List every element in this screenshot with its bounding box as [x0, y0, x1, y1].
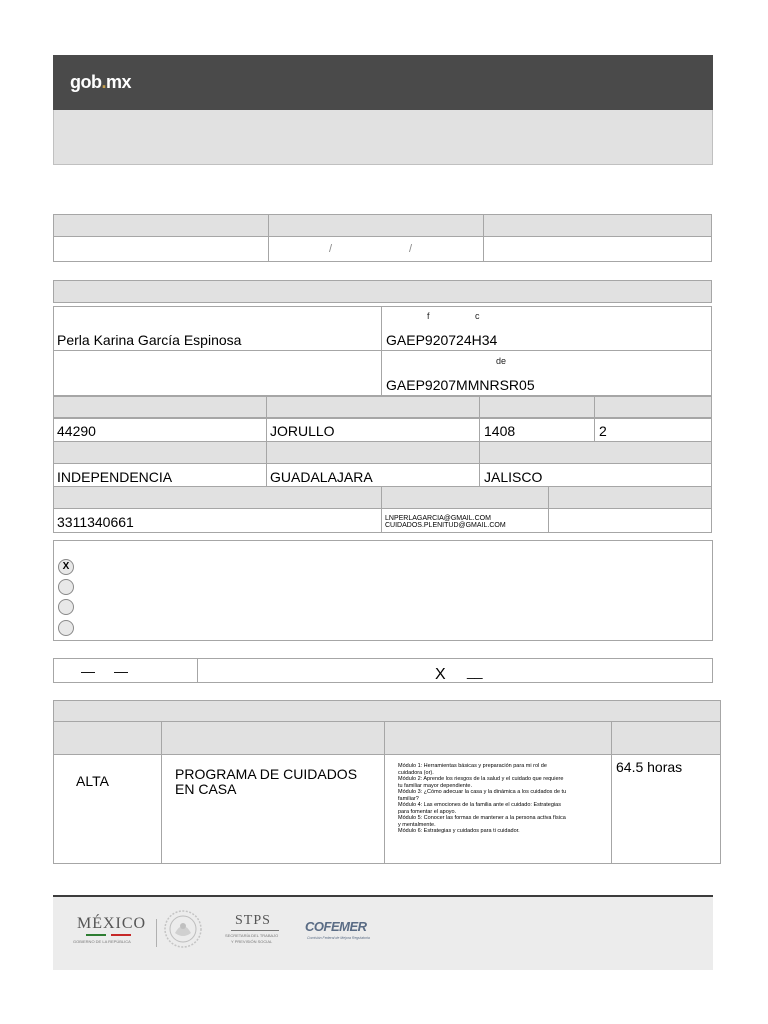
course-duration-cell	[611, 754, 721, 864]
rfc-cell	[381, 306, 712, 351]
stps-logo	[221, 913, 291, 949]
option-radio-2[interactable]	[58, 579, 74, 595]
gobmx-header-bar	[53, 55, 713, 110]
mexico-logo	[73, 915, 155, 951]
course-col-header-1	[53, 721, 162, 755]
stps-title: STPS	[235, 913, 271, 928]
course-modules-list	[398, 763, 568, 835]
cofemer-logo	[305, 919, 375, 949]
module-item-5: Módulo 5: Conocer las formas de mantener a la persona activa física y mentalmente.	[398, 815, 566, 828]
cofemer-title: COFEMER	[305, 919, 367, 934]
colony-header	[53, 441, 267, 464]
cp-cell	[53, 418, 267, 442]
applicant-name: Perla Karina García Espinosa	[57, 332, 242, 348]
street-cell	[266, 418, 480, 442]
option-radio-1[interactable]	[58, 559, 74, 575]
header-sub-band	[53, 110, 713, 165]
curp-cell	[381, 350, 712, 396]
national-seal-icon	[163, 909, 203, 949]
dash-2: —	[114, 663, 128, 679]
state-cell	[479, 463, 712, 487]
street: JORULLO	[270, 423, 335, 439]
module-item-4: Módulo 4: Las emociones de la familia ante el cuidado: Estrategias para fomentar el apoyo.	[398, 802, 561, 815]
postal-code: 44290	[57, 423, 96, 439]
course-col-header-3	[384, 721, 612, 755]
municipality-header	[266, 441, 480, 464]
footer-band	[53, 895, 713, 970]
module-item-3: Módulo 3: ¿Cómo adecuar la casa y la dinámica a los cuidados de tu familiar?	[398, 789, 567, 802]
rfc-label-c: c	[475, 311, 480, 321]
applicant-rfc: GAEP920724H34	[386, 332, 498, 348]
colony-cell	[53, 463, 267, 487]
int-number: 2	[599, 423, 607, 439]
phone-header	[53, 486, 382, 509]
date-cell-1	[53, 236, 269, 262]
course-name: PROGRAMA DE CUIDADOS EN CASA	[175, 766, 358, 797]
mexico-subtitle: GOBIERNO DE LA REPÚBLICA	[73, 939, 131, 944]
gobmx-logo[interactable]	[70, 72, 131, 93]
date-header-3	[483, 214, 712, 237]
email-1: LNPERLAGARCIA@GMAIL.COM	[385, 515, 491, 522]
extra-header	[548, 486, 712, 509]
course-name-cell	[161, 754, 385, 864]
signature-line: __	[467, 663, 483, 679]
course-modules-cell	[384, 754, 612, 864]
colony: INDEPENDENCIA	[57, 469, 173, 485]
ext-num-cell	[479, 418, 595, 442]
stps-underline	[231, 930, 279, 931]
blank-cell	[53, 350, 382, 396]
module-item-6: Módulo 6: Estrategias y cuidados para ti cuidador.	[398, 828, 520, 834]
option-radio-1-mark: X	[62, 561, 70, 572]
signature-mark: X	[435, 666, 446, 683]
state: JALISCO	[484, 469, 543, 485]
date-separator-2: /	[409, 243, 413, 255]
ext-num-header	[479, 396, 595, 418]
logo-dot: .	[101, 72, 107, 92]
date-cell-3	[483, 236, 712, 262]
logo-text: gob	[70, 72, 102, 92]
module-item-2: Módulo 2: Aprende los riesgos de la salud y el cuidado que requiere tu familiar mayor dependiente.	[398, 776, 564, 789]
applicant-curp: GAEP9207MMNRSR05	[386, 377, 535, 393]
course-movement-cell	[53, 754, 162, 864]
phone-cell	[53, 508, 382, 533]
applicant-section-header	[53, 280, 712, 303]
date-separator-1: /	[329, 243, 333, 255]
course-col-header-4	[611, 721, 721, 755]
extra-cell	[548, 508, 712, 533]
ext-number: 1408	[484, 423, 516, 439]
cp-header	[53, 396, 267, 418]
municipality: GUADALAJARA	[270, 469, 373, 485]
logo-suffix: mx	[106, 72, 132, 92]
stps-subtitle-2: Y PREVISIÓN SOCIAL	[231, 939, 273, 944]
course-duration: 64.5 horas	[616, 759, 683, 775]
mexico-flag-red	[111, 934, 131, 936]
option-radio-3[interactable]	[58, 599, 74, 615]
module-item-1: Módulo 1: Herramientas básicas y preparación para mi rol de cuidadora (or).	[398, 763, 547, 776]
int-num-header	[594, 396, 712, 418]
name-cell	[53, 306, 382, 351]
rfc-label-f: f	[427, 311, 430, 321]
footer-divider	[156, 919, 157, 947]
options-box	[53, 540, 713, 641]
date-header-2	[268, 214, 484, 237]
municipality-cell	[266, 463, 480, 487]
int-num-cell	[594, 418, 712, 442]
dash-1: —	[81, 663, 95, 679]
email-2: CUIDADOS.PLENITUD@GMAIL.COM	[385, 522, 506, 529]
email-header	[381, 486, 549, 509]
street-header	[266, 396, 480, 418]
course-section-header	[53, 700, 721, 722]
signature-right-cell	[197, 658, 713, 683]
stps-subtitle-1: SECRETARÍA DEL TRABAJO	[225, 933, 279, 938]
cofemer-subtitle: Comisión Federal de Mejora Regulatoria	[307, 936, 370, 940]
course-movement: ALTA	[76, 773, 109, 789]
signature-left-cell	[53, 658, 198, 683]
date-cell-2	[268, 236, 484, 262]
email-cell	[381, 508, 549, 533]
date-header-1	[53, 214, 269, 237]
option-radio-4[interactable]	[58, 620, 74, 636]
curp-label: de	[496, 356, 507, 366]
course-col-header-2	[161, 721, 385, 755]
mexico-title: MÉXICO	[77, 915, 147, 932]
mexico-flag-green	[86, 934, 106, 936]
state-header	[479, 441, 712, 464]
phone: 3311340661	[57, 514, 134, 530]
